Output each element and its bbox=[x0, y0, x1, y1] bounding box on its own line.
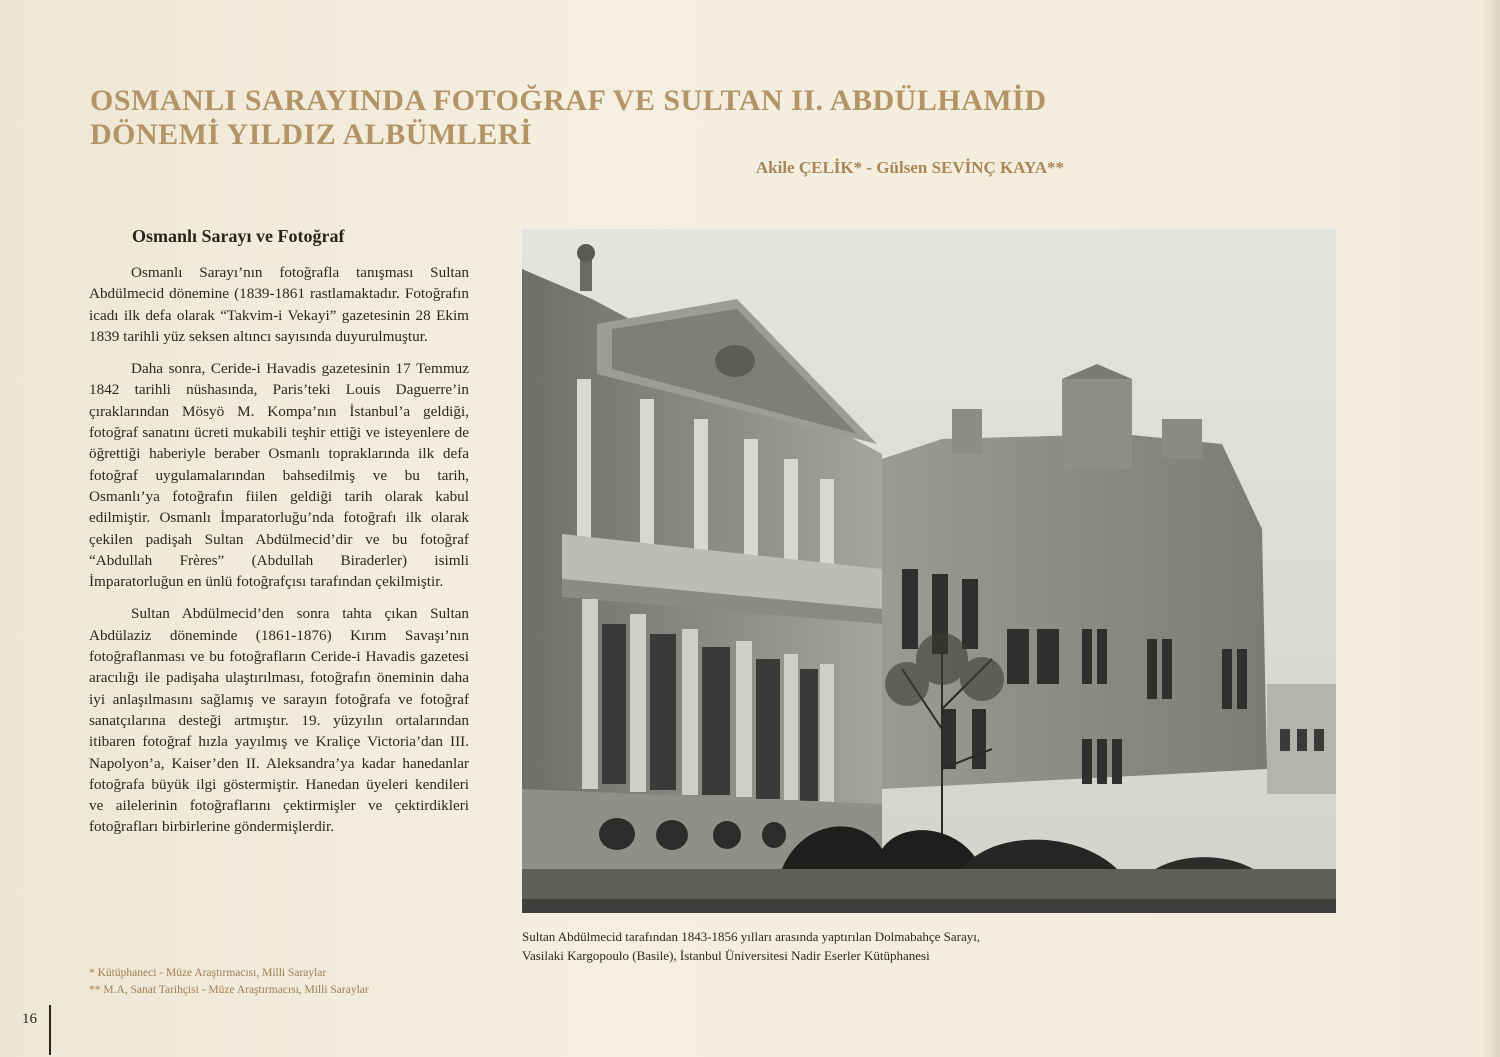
footnote-2: ** M.A, Sanat Tarihçisi - Müze Araştırmacısı, Milli Saraylar bbox=[89, 984, 369, 996]
paragraph-3: Sultan Abdülmecid’den sonra tahta çıkan Sultan Abdülaziz döneminde (1861-1876) Kırım Savaşı’nın fotoğraflanması ve bu fotoğrafların Ceride-i Havadis gazetesi aracılığı ile padişaha ulaştırılması, fotoğrafın öneminin daha iyi anlaşılmasını sağlamış ve sarayın fotoğrafa ve fotoğraf sanatçılarına desteği artmıştır. 19. yüzyılın ortalarından itibaren fotoğraf hızla yayılmış ve Kraliçe Victoria’dan III. Napolyon’a, Kaiser’den II. Aleksandra’ya kadar hanedanlar fotoğrafa büyük ilgi göstermiştir. Hanedan üyeleri kendileri ve ailelerinin fotoğraflarını çektirmişler ve çektirdikleri fotoğrafları birbirlerine göndermişlerdir. bbox=[89, 605, 469, 836]
section-heading: Osmanlı Sarayı ve Fotoğraf bbox=[132, 226, 345, 246]
title-line-1: OSMANLI SARAYINDA FOTOĞRAF VE SULTAN II. ABDÜLHAMİD bbox=[90, 84, 1047, 117]
caption-line-1: Sultan Abdülmecid tarafından 1843-1856 yılları arasında yaptırılan Dolmabahçe Sarayı, bbox=[522, 929, 981, 944]
title-line-2: DÖNEMİ YILDIZ ALBÜMLERİ bbox=[90, 118, 533, 151]
page-number: 16 bbox=[22, 1011, 37, 1027]
article-authors: Akile ÇELİK* - Gülsen SEVİNÇ KAYA** bbox=[755, 158, 1064, 177]
paragraph-1: Osmanlı Sarayı’nın fotoğrafla tanışması Sultan Abdülmecid dönemine (1839-1861 rastlamaktadır. Fotoğrafın icadı ilk defa olarak “Takvim-i Vekayi” gazetesinin 28 Ekim 1839 tarihli yüz seksen altıncı sayısında duyurulmuştur. bbox=[89, 264, 469, 345]
body-text bbox=[89, 262, 469, 838]
dolmabahce-palace-photo bbox=[522, 229, 1336, 913]
page-fold-shadow bbox=[1482, 0, 1500, 1057]
photo-caption bbox=[522, 927, 1342, 965]
footnotes bbox=[89, 965, 489, 999]
palace-photo-illustration bbox=[522, 229, 1336, 913]
article-title bbox=[90, 84, 1190, 152]
caption-line-2: Vasilaki Kargopoulo (Basile), İstanbul Üniversitesi Nadir Eserler Kütüphanesi bbox=[522, 948, 930, 963]
footnote-1: * Kütüphaneci - Müze Araştırmacısı, Milli Saraylar bbox=[89, 967, 327, 979]
paragraph-2: Daha sonra, Ceride-i Havadis gazetesinin 17 Temmuz 1842 tarihli nüshasında, Paris’teki Louis Daguerre’in çıraklarından Mösyö M. Kompa’nın İstanbul’a geldiği, fotoğraf sanatını ücreti mukabili teşhir ettiği ve isteyenlere de öğrettiği haberiyle beraber Osmanlı topraklarında ilk defa fotoğraf uygulamalarından bahsedilmiş ve bu tarih, Osmanlı’ya fotoğrafın fiilen geldiği tarih olarak kabul edilmiştir. Osmanlı İmparatorluğu’nda fotoğrafı ilk olarak çekilen padişah Sultan Abdülmecid’dir ve bu fotoğraf “Abdullah Frères” (Abdullah Biraderler) isimli İmparatorluğun en ünlü fotoğrafçısı tarafından çekilmiştir. bbox=[89, 360, 469, 591]
page-number-rule bbox=[49, 1005, 51, 1055]
